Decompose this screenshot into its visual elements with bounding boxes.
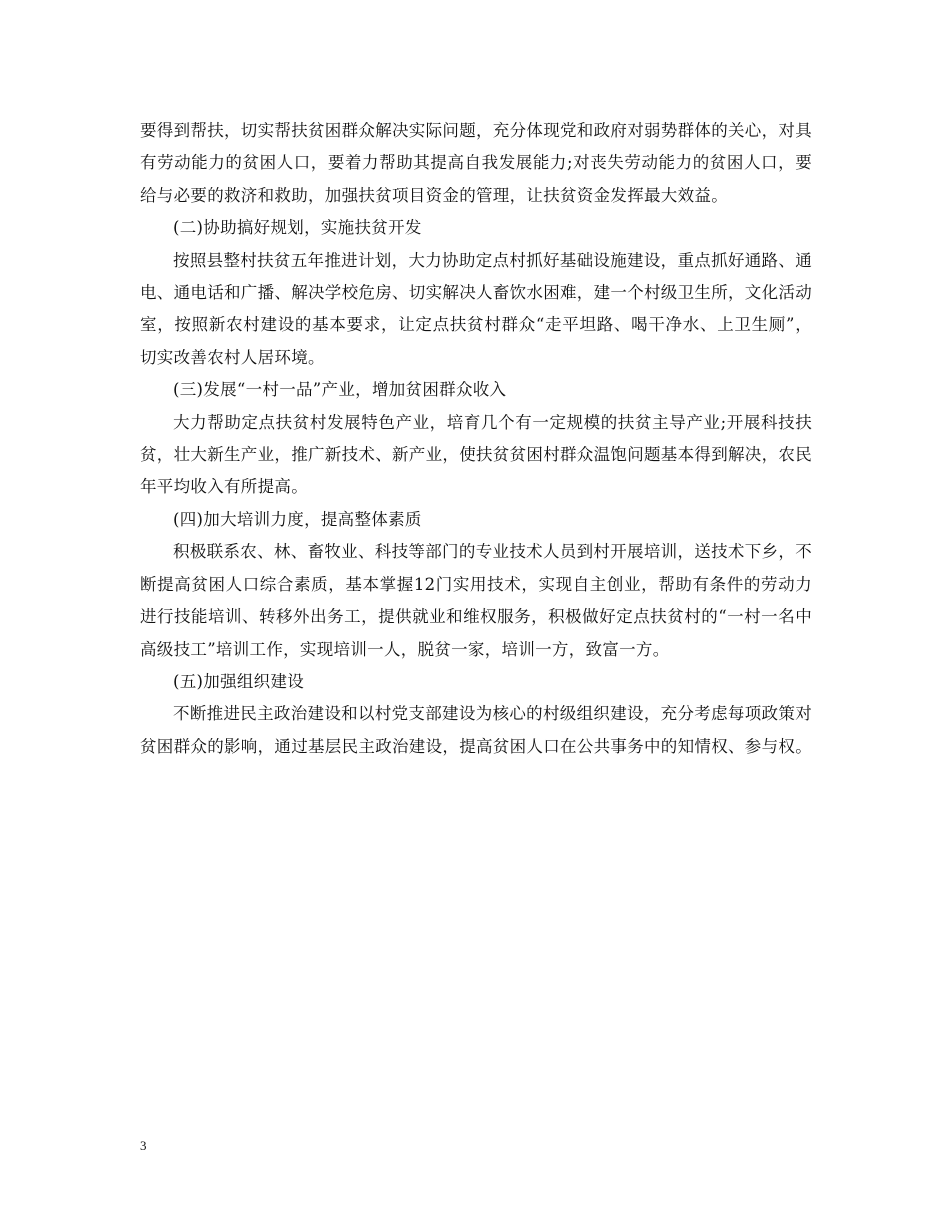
- section-heading-4: (四)加大培训力度，提高整体素质: [173, 509, 422, 529]
- section-heading-2: (二)协助搞好规划，实施扶贫开发: [173, 218, 422, 238]
- document-body: [140, 115, 812, 763]
- paragraph-industry: 大力帮助定点扶贫村发展特色产业，培育几个有一定规模的扶贫主导产业;开展科技扶贫，壮大新生产业，推广新技术、新产业，使扶贫贫困村群众温饱问题基本得到解决，农民年平均收入有所提高。: [140, 412, 812, 497]
- paragraph-organization: 不断推进民主政治建设和以村党支部建设为核心的村级组织建设，充分考虑每项政策对贫困群众的影响，通过基层民主政治建设，提高贫困人口在公共事务中的知情权、参与权。: [140, 704, 812, 756]
- page-number: 3: [140, 1138, 147, 1153]
- paragraph-continued-assistance: 要得到帮扶，切实帮扶贫困群众解决实际问题，充分体现党和政府对弱势群体的关心，对具有劳动能力的贫困人口，要着力帮助其提高自我发展能力;对丧失劳动能力的贫困人口，要给与必要的救济和救助，加强扶贫项目资金的管理，让扶贫资金发挥最大效益。: [140, 121, 812, 205]
- section-heading-5: (五)加强组织建设: [173, 671, 305, 691]
- paragraph-planning: 按照县整村扶贫五年推进计划，大力协助定点村抓好基础设施建设，重点抓好通路、通电、通电话和广播、解决学校危房、切实解决人畜饮水困难，建一个村级卫生所，文化活动室，按照新农村建设的基本要求，让定点扶贫村群众“走平坦路、喝干净水、上卫生厕”，切实改善农村人居环境。: [140, 250, 812, 367]
- paragraph-training: 积极联系农、林、畜牧业、科技等部门的专业技术人员到村开展培训，送技术下乡，不断提高贫困人口综合素质，基本掌握12门实用技术，实现自主创业，帮助有条件的劳动力进行技能培训、转移外出务工，提供就业和维权服务，积极做好定点扶贫村的“一村一名中高级技工”培训工作，实现培训一人，脱贫一家，培训一方，致富一方。: [140, 542, 812, 659]
- section-heading-3: (三)发展“一村一品”产业，增加贫困群众收入: [173, 380, 507, 400]
